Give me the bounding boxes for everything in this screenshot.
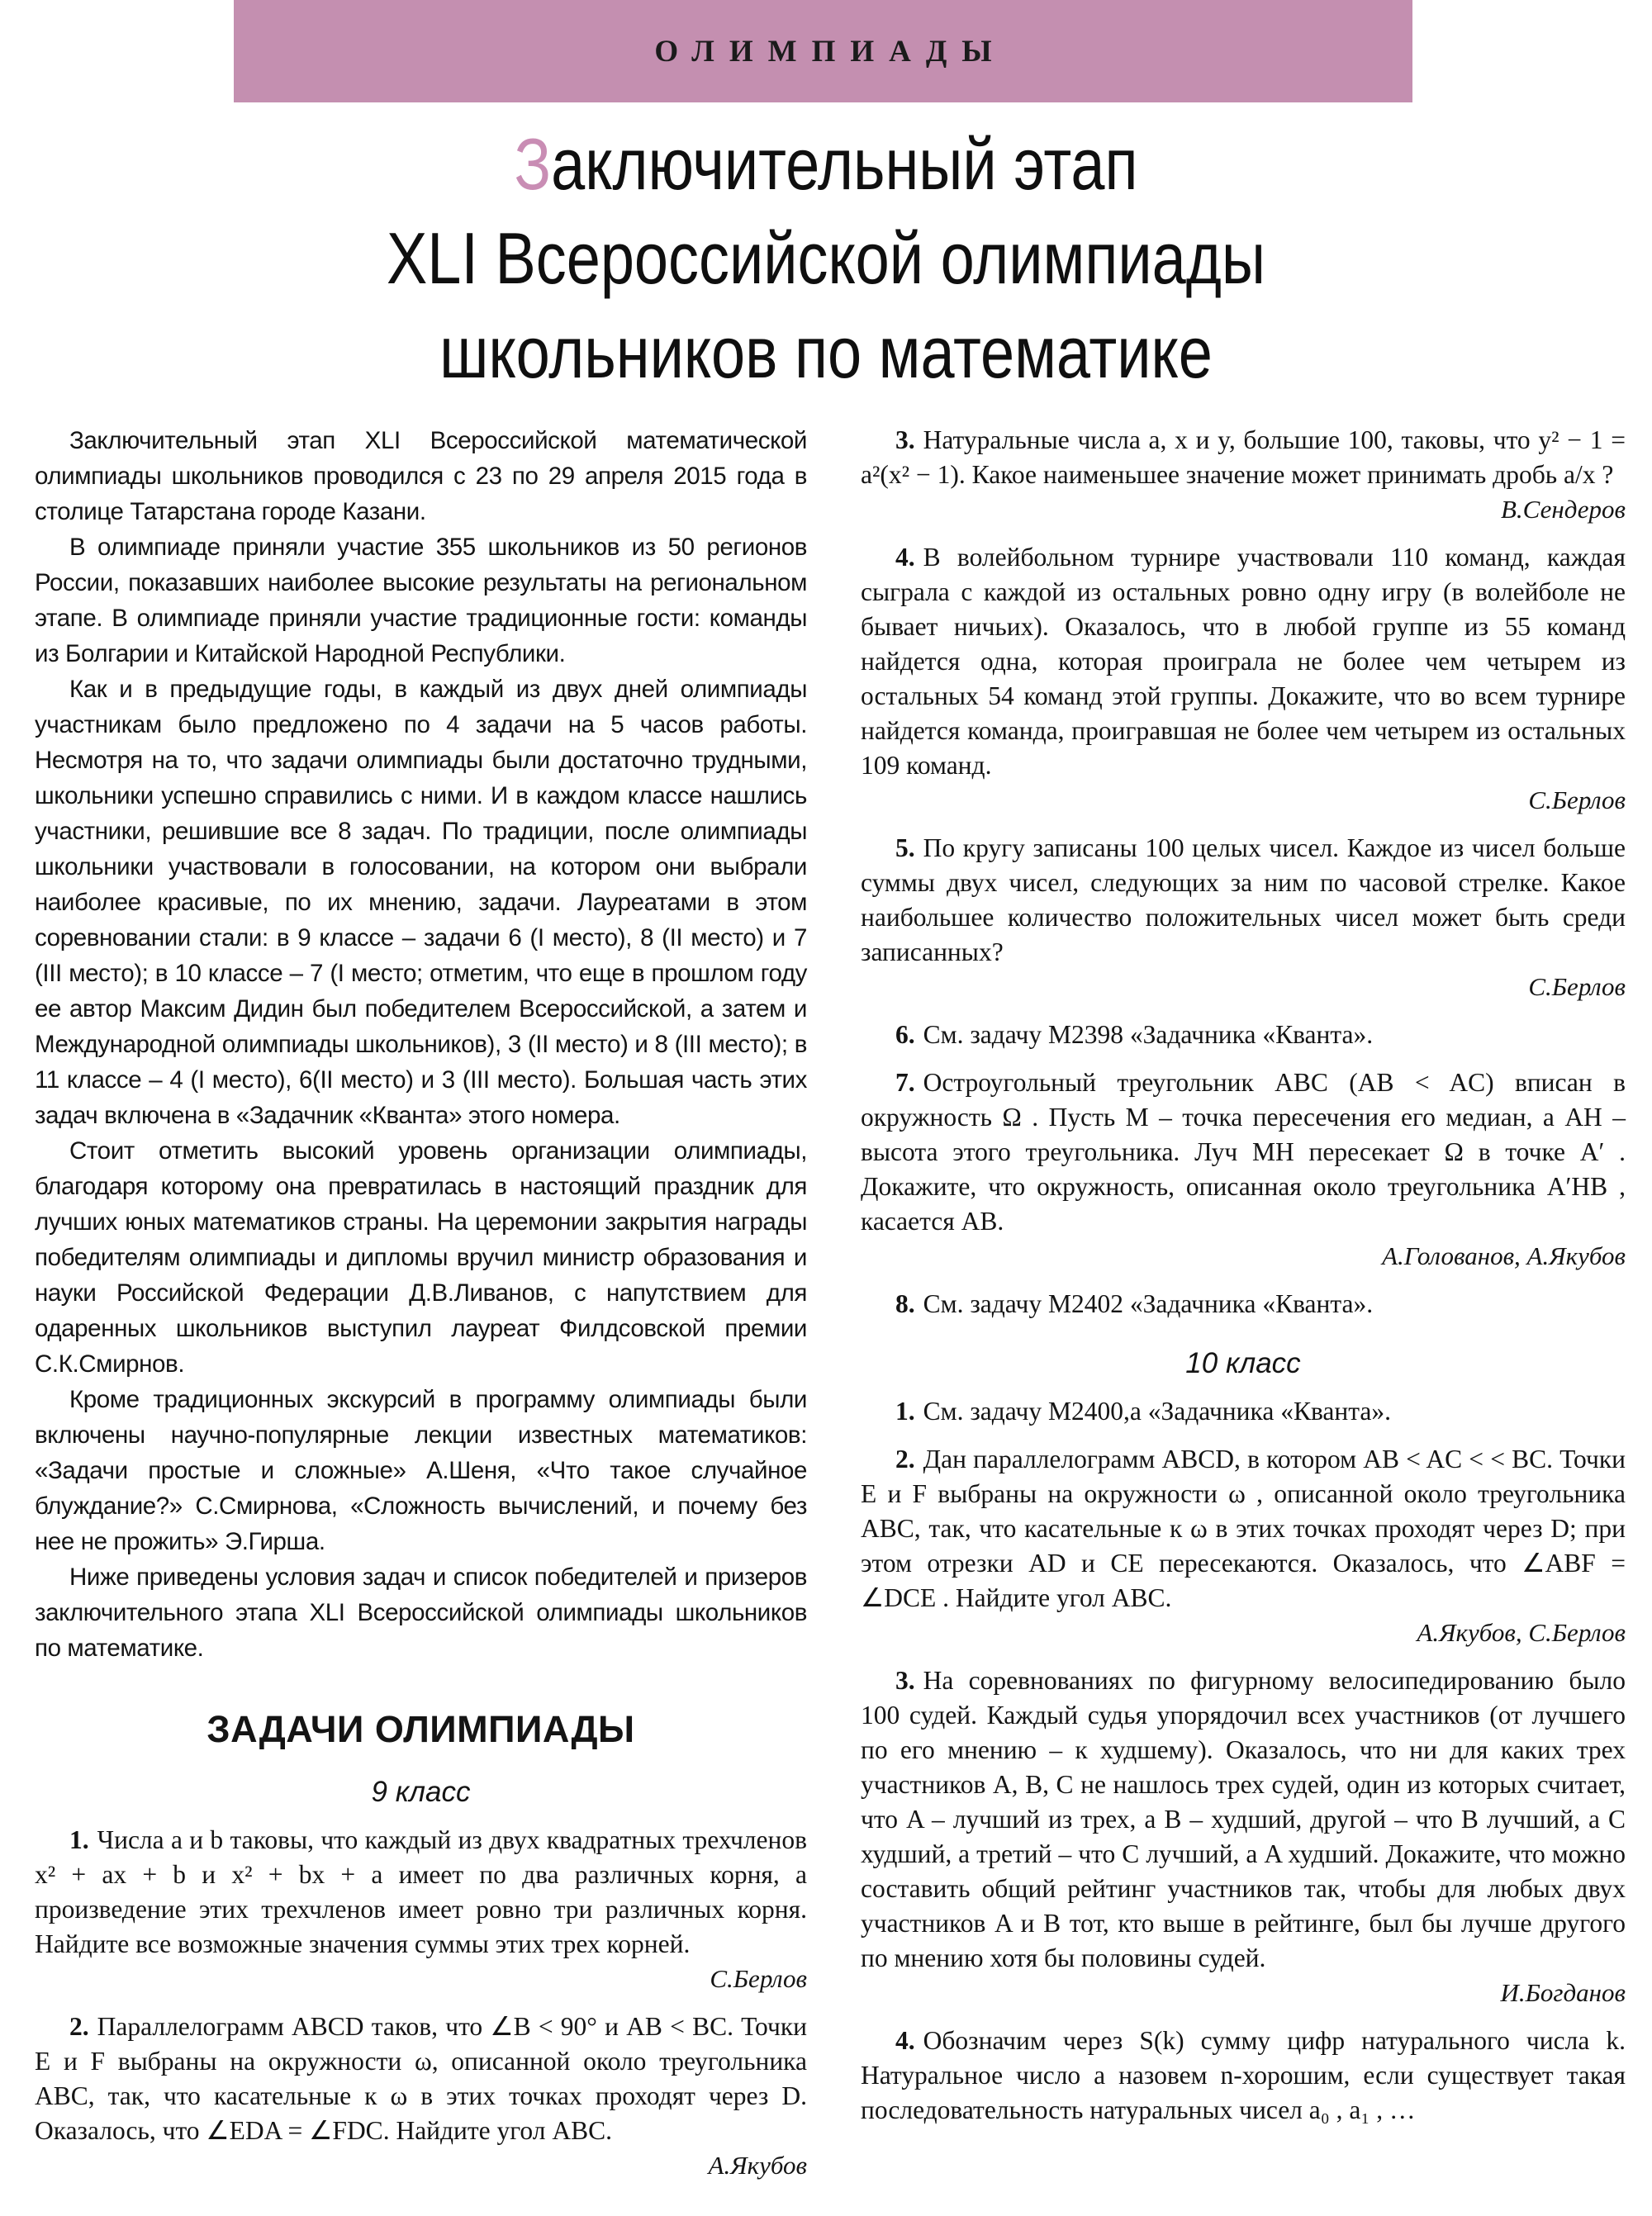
problem-number: 3. <box>895 1666 915 1695</box>
header-band-label: ОЛИМПИАДЫ <box>654 34 1007 69</box>
problem-number: 4. <box>895 2026 915 2055</box>
problem-number: 7. <box>895 1068 915 1097</box>
problem-author: В.Сендеров <box>1501 495 1626 524</box>
intro-paragraph: В олимпиаде приняли участие 355 школьников из 50 регионов России, показавших наиболее высокие результаты на региональном этапе. В олимпиаде приняли участие традиционные гости: команды из Болгарии и Китайской Народной Республики. <box>35 534 807 667</box>
problem-author: С.Берлов <box>1528 972 1626 1001</box>
intro-paragraph: Стоит отметить высокий уровень организации олимпиады, благодаря которому она превратилась в настоящий праздник для лучших юных математиков страны. На церемонии закрытия награды победителям олимпиады и дипломы вручил министр образования и науки Российской Федерации Д.В.Ливанов, с напутствием для одаренных школьников выступил лауреат Филдсовской премии С.К.Смирнов. <box>35 1137 807 1378</box>
problem-text: Числа a и b таковы, что каждый из двух квадратных трехчленов x² + ax + b и x² + bx + a имеет по два различных корня, а произведение этих трехчленов имеет ровно три различных корня. Найдите все возможные значения суммы этих трех корней. <box>35 1825 807 1958</box>
intro-paragraph: Кроме традиционных экскурсий в программу олимпиады были включены научно-популярные лекции известных математиков: «Задачи простые и сложные» А.Шеня, «Что такое случайное блуждание?» С.Смирнова, «Сложность вычислений, и почему без нее не прожить» Э.Гирша. <box>35 1386 807 1555</box>
problem-9-8 <box>861 1287 1626 1322</box>
grade-label-9: 9 класс <box>371 1776 471 1808</box>
problem-text: Остроугольный треугольник ABC (AB < AC) вписан в окружность Ω . Пусть M – точка пересечения его медиан, а AH – высота этого треугольника. Луч MH пересекает Ω в точке A′ . Докажите, что окружность, описанная около треугольника A′HB , касается AB. <box>861 1068 1626 1236</box>
problem-author: А.Якубов <box>708 2151 807 2180</box>
intro-paragraph: Заключительный этап XLI Всероссийской математической олимпиады школьников проводился с 23 по 29 апреля 2015 года в столице Татарстана городе Казани. <box>35 427 807 525</box>
problem-9-3 <box>861 423 1626 492</box>
header-band <box>234 0 1412 102</box>
problem-10-4 <box>861 2024 1626 2128</box>
problem-text: В волейбольном турнире участвовали 110 команд, каждая сыграла с каждой из остальных ровно одну игру (в волейболе не бывает ничьих). Оказалось, что в любой группе из 55 команд найдется одна, которая проиграла не более чем четырем из остальных 54 команд этой группы. Докажите, что во всем турнире найдется команда, проигравшая не более чем четырем из остальных 109 команд. <box>861 543 1626 780</box>
problem-number: 4. <box>895 543 915 572</box>
problem-9-5 <box>861 831 1626 970</box>
article-title <box>132 117 1520 400</box>
problem-9-7 <box>861 1065 1626 1239</box>
problem-text: См. задачу М2402 «Задачника «Кванта». <box>923 1289 1374 1318</box>
title-line-3: школьников по математике <box>439 311 1213 393</box>
problem-text: Натуральные числа a, x и y, большие 100, таковы, что y² − 1 = a²(x² − 1). Какое наименьшее значение может принимать дробь a/x ? <box>861 425 1626 489</box>
title-line-2: XLI Всероссийской олимпиады <box>386 217 1266 299</box>
problem-number: 2. <box>895 1445 915 1473</box>
problem-number: 2. <box>69 2012 89 2041</box>
right-column <box>861 423 1626 2128</box>
problem-text: См. задачу М2400,а «Задачника «Кванта». <box>923 1397 1392 1426</box>
problem-author: С.Берлов <box>1528 785 1626 814</box>
title-line-1 <box>132 117 1520 211</box>
intro-section <box>35 423 807 1666</box>
grade-label-10: 10 класс <box>1185 1347 1301 1379</box>
problem-author: С.Берлов <box>710 1964 807 1993</box>
problem-author: А.Якубов, С.Берлов <box>1417 1618 1626 1647</box>
problem-number: 6. <box>895 1020 915 1049</box>
problem-author: И.Богданов <box>1500 1978 1626 2007</box>
problem-text: По кругу записаны 100 целых чисел. Каждое из чисел больше суммы двух чисел, следующих за ним по часовой стрелке. Какое наибольшее количество положительных чисел может быть среди записанных? <box>861 833 1626 966</box>
tasks-heading: ЗАДАЧИ ОЛИМПИАДЫ <box>206 1708 635 1750</box>
problem-text: Обозначим через S(k) сумму цифр натурального числа k. Натуральное число a назовем n-хорошим, если существует такая последовательность натуральных чисел a₀ , a₁ , … <box>861 2026 1626 2124</box>
problem-9-2 <box>35 2010 807 2148</box>
problem-9-1 <box>35 1823 807 1962</box>
intro-paragraph: Как и в предыдущие годы, в каждый из двух дней олимпиады участникам было предложено по 4 задачи на 5 часов работы. Несмотря на то, что задачи олимпиады были достаточно трудными, школьники успешно справились с ними. И в каждом классе нашлись участники, решившие все 8 задач. По традиции, после олимпиады школьники участвовали в голосовании, на котором они выбрали наиболее красивые, по их мнению, задачи. Лауреатами в этом соревновании стали: в 9 классе – задачи 6 (I место), 8 (II место) и 7 (III место); в 10 классе – 7 (I место; отметим, что еще в прошлом году ее автор Максим Дидин был победителем Всероссийской, а затем и Международной олимпиады школьников), 3 (II место) и 8 (III место); в 11 классе – 4 (I место), 6(II место) и 3 (III место). Большая часть этих задач включена в «Задачник «Кванта» этого номера. <box>35 676 807 1129</box>
problem-number: 1. <box>895 1397 915 1426</box>
title-line-1-rest: аключительный этап <box>551 123 1138 205</box>
left-column <box>35 423 807 2183</box>
problem-10-2 <box>861 1442 1626 1616</box>
problem-text: См. задачу М2398 «Задачника «Кванта». <box>923 1020 1374 1049</box>
problem-number: 1. <box>69 1825 89 1854</box>
problem-text: На соревнованиях по фигурному велосипедированию было 100 судей. Каждый судья упорядочил всех участников (от лучшего по его мнению – к худшему). Оказалось, что ни для каких трех участников A, B, C не нашлось трех судей, один из которых считает, что A – лучший из трех, а B – худший, другой – что B лучший, а C худший, а третий – что C лучший, а A худший. Докажите, что можно составить общий рейтинг участников так, чтобы для любых двух участников A и B тот, кто выше в рейтинге, был бы лучше другого по мнению хотя бы половины судей. <box>861 1666 1626 1972</box>
problem-number: 5. <box>895 833 915 862</box>
intro-paragraph: Ниже приведены условия задач и список победителей и призеров заключительного этапа XLI Всероссийской олимпиады школьников по математике. <box>35 1564 807 1662</box>
problem-number: 3. <box>895 425 915 454</box>
problem-9-4 <box>861 540 1626 783</box>
problem-text: Параллелограмм ABCD таков, что ∠B < 90° и AB < BC. Точки E и F выбраны на окружности ω, описанной около треугольника ABC, так, что касательные к ω в этих точках проходят через D. Оказалось, что ∠EDA = ∠FDC. Найдите угол ABC. <box>35 2012 807 2145</box>
problem-10-1 <box>861 1394 1626 1429</box>
problem-number: 8. <box>895 1289 915 1318</box>
problem-author: А.Голованов, А.Якубов <box>1382 1241 1626 1270</box>
problem-9-6 <box>861 1018 1626 1052</box>
title-initial: З <box>514 123 552 205</box>
problem-10-3 <box>861 1663 1626 1976</box>
problem-text: Дан параллелограмм ABCD, в котором AB < AC < < BC. Точки E и F выбраны на окружности ω , описанной около треугольника ABC, так, что касательные к ω в этих точках проходят через D; при этом отрезки AD и CE пересекаются. Оказалось, что ∠ABF = ∠DCE . Найдите угол ABC. <box>861 1445 1626 1612</box>
